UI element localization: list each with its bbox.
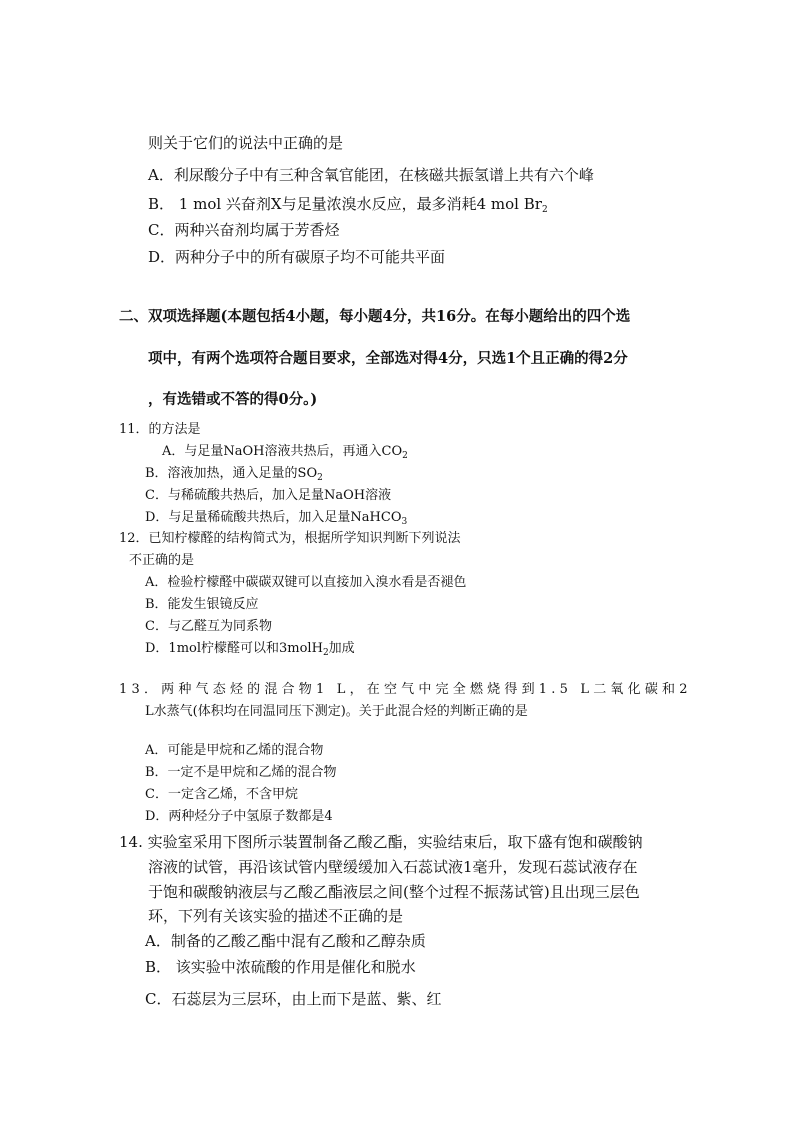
q11-stem: 11．的方法是 <box>119 422 201 437</box>
q12-option-c: C．与乙醛互为同系物 <box>145 619 272 634</box>
q11-option-c: C．与稀硫酸共热后，加入足量NaOH溶液 <box>145 488 392 503</box>
q13-option-c: C．一定含乙烯，不含甲烷 <box>145 787 298 802</box>
q14-option-b: B． 该实验中浓硫酸的作用是催化和脱水 <box>145 958 416 976</box>
q10-option-d: D．两种分子中的所有碳原子均不可能共平面 <box>148 248 446 266</box>
section2-heading-line2: 项中，有两个选项符合题目要求，全部选对得4分，只选1个且正确的得2分 <box>148 350 628 367</box>
q14-stem-line2: 溶液的试管，再沿该试管内壁缓缓加入石蕊试液1毫升，发现石蕊试液存在 <box>148 858 638 876</box>
q12-option-b: B．能发生银镜反应 <box>145 597 259 612</box>
q10-option-c: C．两种兴奋剂均属于芳香烃 <box>148 221 340 239</box>
q14-stem-line1: 14. 实验室采用下图所示装置制备乙酸乙酯，实验结束后，取下盛有饱和碳酸钠 <box>119 833 643 851</box>
q10-stem: 则关于它们的说法中正确的是 <box>148 134 344 152</box>
q10-option-a: A．利尿酸分子中有三种含氧官能团，在核磁共振氢谱上共有六个峰 <box>148 166 594 184</box>
q13-option-d: D．两种烃分子中氢原子数都是4 <box>145 809 333 824</box>
q12-option-d: D．1mol柠檬醛可以和3molH$_2$加成 <box>145 641 355 658</box>
q13-stem-line2: L水蒸气(体积均在同温同压下测定)。关于此混合烃的判断正确的是 <box>145 704 528 719</box>
q12-option-a: A．检验柠檬醛中碳碳双键可以直接加入溴水看是否褪色 <box>145 575 467 590</box>
q13-stem-line1: 13．两种气态烃的混合物1 L，在空气中完全燃烧得到1.5 L二氧化碳和2 <box>119 682 692 697</box>
section2-heading-line3: ，有选错或不答的得0分。) <box>148 391 318 408</box>
q12-stem-line2: 不正确的是 <box>129 553 195 568</box>
q11-option-a: A．与足量NaOH溶液共热后，再通入$CO_2$ <box>162 444 408 461</box>
q10-option-b: B． 1 mol 兴奋剂X与足量浓溴水反应，最多消耗4 mol $Br_2$ <box>148 195 548 215</box>
q14-option-a: A．制备的乙酸乙酯中混有乙酸和乙醇杂质 <box>145 932 426 950</box>
section2-heading-line1: 二、双项选择题(本题包括4小题，每小题4分，共16分。在每小题给出的四个选 <box>119 308 631 325</box>
q12-stem-line1: 12．已知柠檬醛的结构简式为，根据所学知识判断下列说法 <box>119 531 461 546</box>
q14-stem-line4: 环，下列有关该实验的描述不正确的是 <box>148 907 404 925</box>
q13-option-a: A．可能是甲烷和乙烯的混合物 <box>145 743 324 758</box>
q13-option-b: B．一定不是甲烷和乙烯的混合物 <box>145 765 337 780</box>
q14-stem-line3: 于饱和碳酸钠液层与乙酸乙酯液层之间(整个过程不振荡试管)且出现三层色 <box>148 883 640 901</box>
q14-option-c: C．石蕊层为三层环，由上而下是蓝、紫、红 <box>145 990 442 1008</box>
q11-option-b: B．溶液加热，通入足量的$SO_2$ <box>145 466 323 483</box>
q11-option-d: D．与足量稀硫酸共热后，加入足量NaHCO$_3$ <box>145 510 408 527</box>
